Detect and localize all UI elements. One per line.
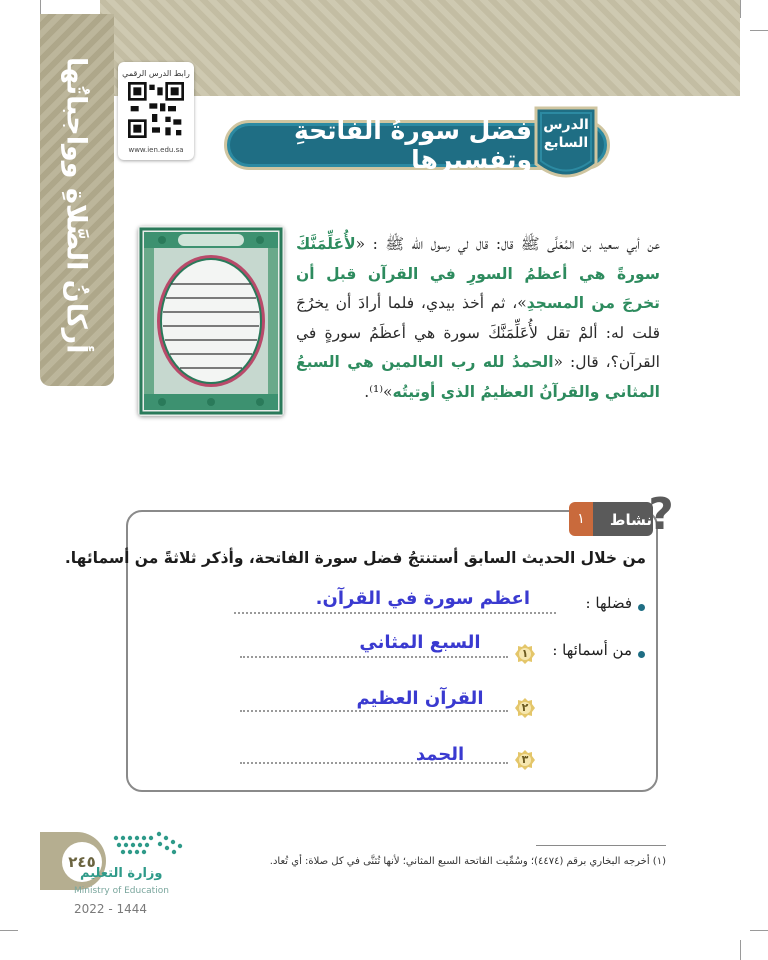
unit-title <box>46 40 106 370</box>
number-badge-label: ٢ <box>521 701 529 714</box>
lesson-badge-line2: السابع <box>543 135 589 151</box>
footnote-divider <box>536 845 666 846</box>
crop-mark <box>740 940 741 960</box>
bullet-icon <box>638 651 645 658</box>
number-badge-label: ١ <box>521 647 529 660</box>
unit-title-text: أركانُ الصَّلاةِ وواجباتُها <box>60 56 92 354</box>
virtue-label: فضلها : <box>585 594 632 612</box>
answer-line <box>240 710 508 712</box>
qr-code-icon <box>128 82 184 138</box>
page-number: ٢٤٥ <box>62 842 102 882</box>
number-badge <box>514 697 536 719</box>
name-answer[interactable]: السبع المثاني <box>359 632 481 653</box>
lesson-badge-line1: الدرس <box>543 117 589 133</box>
crop-mark <box>740 0 741 18</box>
crop-mark <box>750 930 768 931</box>
qr-card[interactable] <box>118 62 194 160</box>
number-badge <box>514 643 536 665</box>
lesson-badge <box>532 116 600 152</box>
quran-page-image <box>138 226 284 416</box>
number-badge <box>514 749 536 771</box>
qr-label: رابط الدرس الرقمي <box>122 69 190 78</box>
virtue-answer[interactable]: اعظم سورة في القرآن. <box>315 588 530 609</box>
hadith-part: »، ثم أخذ بيدي، فلما أرادَ أن يخرُجَ قلت له: ألمْ تقل لأُعَلِّمَنَّكَ سورة هي أعظَمُ سورةٍ في القرآن؟، قال: « <box>296 294 660 371</box>
activity-number: ١ <box>569 502 593 536</box>
number-badge-label: ٣ <box>521 753 529 766</box>
crop-mark <box>0 930 18 931</box>
ministry-logo-icon <box>110 830 190 864</box>
qr-url[interactable]: www.ien.edu.sa <box>128 146 184 154</box>
hadith-paragraph <box>296 230 660 407</box>
footnote: (١) أخرجه البخاري برقم (٤٤٧٤)؛ وسُمِّيت الفاتحة السبع المثاني؛ لأنها تُثنَّى في كل صلاة: أي تُعاد. <box>269 856 666 867</box>
hadith-quote: لأُعَلِّمَنَّكَ سورةً هي أعظمُ السورِ في القرآن قبل أن تخرجَ من المسجدِ <box>296 235 660 312</box>
ministry-name: وزارة التعليم <box>80 866 163 881</box>
header-decor-band <box>100 0 740 96</box>
question-mark-icon <box>646 491 676 537</box>
activity-tag-label: نشاط <box>609 511 652 529</box>
answer-line <box>234 612 556 614</box>
names-label: من أسمائها : <box>552 641 632 659</box>
svg-text:?: ? <box>648 491 674 537</box>
edition-year: 2022 - 1444 <box>74 902 148 916</box>
lesson-title: فضل سورةُ الفاتحةِ وتفسيرها <box>293 116 532 174</box>
hadith-part: عن أبي سعيد بن المُعَلَّى ﷺ قال: قال لي رسول الله ﷺ : « <box>355 235 660 253</box>
name-answer[interactable]: الحمد <box>415 744 465 765</box>
crop-mark <box>750 30 768 31</box>
bullet-icon <box>638 604 645 611</box>
name-answer[interactable]: القرآن العظيم <box>356 688 484 709</box>
hadith-quote: الحمدُ لله رب العالمين هي السبعُ المثاني والقرآنُ العظيمُ الذي أوتيتُه <box>296 353 660 401</box>
hadith-part: »⁽¹⁾. <box>364 382 393 401</box>
answer-line <box>240 656 508 658</box>
ministry-name-en: Ministry of Education <box>74 886 169 896</box>
activity-instruction: من خلال الحديث السابق أستنتجُ فضل سورة الفاتحة، وأذكر ثلاثةً من أسمائها. <box>64 549 646 567</box>
